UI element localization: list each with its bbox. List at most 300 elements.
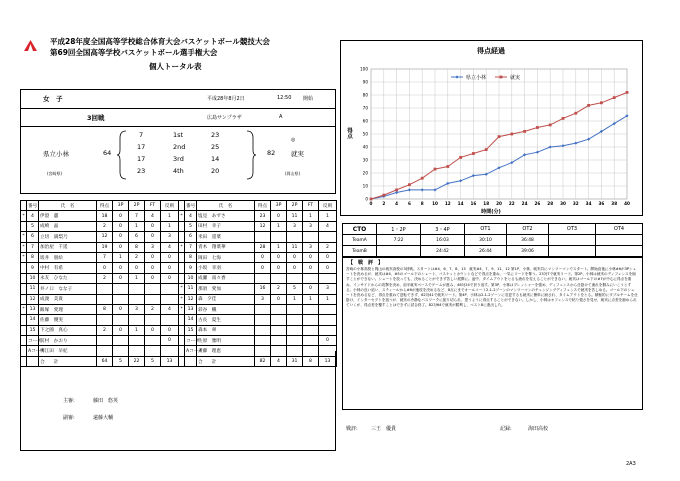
review-writer-name: 三王 優貴 <box>371 426 397 432</box>
legend-marker <box>455 75 458 78</box>
cell-mark: * <box>179 284 185 294</box>
cell-pts: 7 <box>97 252 113 262</box>
cell-name: 合 計 <box>39 356 97 366</box>
cto-cell <box>549 235 596 246</box>
tournament-logo-icon <box>24 40 37 51</box>
x-tick-label: 22 <box>508 201 515 206</box>
review-label: 【 戦 評 】 <box>348 260 384 266</box>
cell-ft: 3 <box>303 242 319 252</box>
cell-no: 14 <box>185 315 197 325</box>
cell-ft <box>303 304 319 314</box>
cell-p2: 11 <box>287 242 303 252</box>
cell-name: 井ノ口 なな子 <box>39 284 97 294</box>
q2-b: 25 <box>211 143 220 151</box>
x-tick-label: 36 <box>598 201 605 206</box>
review-writer-label: 戦評: <box>346 426 358 432</box>
table-row <box>21 336 179 346</box>
cell-pts <box>255 325 271 335</box>
team-b-header-4: 2P <box>287 201 303 211</box>
cell-pts: 28 <box>255 242 271 252</box>
cell-pts: 0 <box>97 263 113 273</box>
table-row <box>21 263 179 273</box>
team-a-name: 県立小林 <box>43 150 69 158</box>
q2-label: 2nd <box>173 143 186 151</box>
team-b-header-2: 得点 <box>255 201 271 211</box>
cell-name: 飯塚 愛理 <box>39 304 97 314</box>
cell-p3: 0 <box>271 294 287 304</box>
cell-pf <box>161 315 179 325</box>
cell-p3: 0 <box>271 263 287 273</box>
cell-p2: 0 <box>129 263 145 273</box>
x-tick-label: 26 <box>534 201 541 206</box>
cell-no: 5 <box>27 221 39 231</box>
cell-pts: 82 <box>255 356 271 366</box>
chart-title: 得点経過 <box>477 47 505 55</box>
data-point <box>459 156 462 159</box>
data-point <box>382 194 385 197</box>
cell-p2: 1 <box>129 325 145 335</box>
cell-no: 7 <box>185 242 197 252</box>
cell-pts <box>97 284 113 294</box>
cto-cell: TeamB <box>343 246 377 257</box>
cell-name: 成瀬 南々香 <box>197 273 255 283</box>
cell-pts: 8 <box>97 304 113 314</box>
cell-no: 13 <box>185 304 197 314</box>
table-row <box>179 242 337 252</box>
cell-pts <box>255 273 271 283</box>
cell-p2 <box>287 315 303 325</box>
cell-p3 <box>113 294 129 304</box>
cell-pts: 2 <box>97 325 113 335</box>
cell-ft <box>145 336 161 346</box>
table-row <box>179 232 337 242</box>
cell-pts <box>255 304 271 314</box>
cell-pts <box>97 294 113 304</box>
data-point <box>510 133 513 136</box>
data-point <box>446 165 449 168</box>
table-row <box>21 242 179 252</box>
cell-no: 14 <box>27 315 39 325</box>
x-tick-label: 6 <box>407 201 411 206</box>
team-b-header-row <box>179 201 337 211</box>
team-a-header-2: 得点 <box>97 201 113 211</box>
cto-cell: TeamA <box>343 235 377 246</box>
cell-p2: 1 <box>287 294 303 304</box>
cell-ft: 0 <box>303 284 319 294</box>
cell-pts: 0 <box>255 252 271 262</box>
table-row <box>21 211 179 221</box>
q1-a: 7 <box>139 131 144 139</box>
cell-name: 田村 幸子 <box>197 221 255 231</box>
x-tick-label: 0 <box>369 201 373 206</box>
cell-p2: 0 <box>287 263 303 273</box>
cell-ft: 5 <box>145 356 161 366</box>
cell-pts <box>97 315 113 325</box>
table-row <box>179 336 337 346</box>
cell-p3: 0 <box>113 263 129 273</box>
y-tick-label: 40 <box>362 144 368 150</box>
q3-a: 17 <box>137 155 146 163</box>
cell-mark: * <box>179 242 185 252</box>
cell-name: 彩谷 楓 <box>197 304 255 314</box>
cell-p2: 7 <box>129 211 145 221</box>
x-tick-label: 12 <box>444 201 451 206</box>
cell-pts: 12 <box>255 221 271 231</box>
cell-no: Aコーチ <box>27 346 39 356</box>
cell-p2: 31 <box>287 356 303 366</box>
cell-no: 6 <box>185 232 197 242</box>
table-row <box>21 252 179 262</box>
cell-pf: 0 <box>161 273 179 283</box>
cell-p2 <box>287 232 303 242</box>
table-row <box>179 315 337 325</box>
cell-ft: 0 <box>145 263 161 273</box>
cell-mark: * <box>21 232 27 242</box>
table-row <box>179 252 337 262</box>
cell-pf: 1 <box>161 211 179 221</box>
cell-p2 <box>287 325 303 335</box>
data-point <box>395 189 398 192</box>
start-label: 開始 <box>303 96 314 102</box>
cell-p3: 1 <box>271 221 287 231</box>
cell-no: 13 <box>27 304 39 314</box>
table-row <box>21 325 179 335</box>
chief-label: 主審: <box>63 398 75 404</box>
category-label: 女 子 <box>43 95 63 103</box>
umpire-label: 副審: <box>63 415 75 421</box>
cell-p3: 0 <box>113 304 129 314</box>
brace-right <box>245 130 257 180</box>
table-row <box>21 315 179 325</box>
cell-name: 下之薗 真心 <box>39 325 97 335</box>
cell-name: 那須 愛加 <box>197 284 255 294</box>
cell-p3: 0 <box>271 252 287 262</box>
x-tick-label: 34 <box>585 201 592 206</box>
cell-name: 加治屋 千遥 <box>39 242 97 252</box>
data-point <box>549 124 552 127</box>
team-a-header-1: 氏 名 <box>39 201 97 211</box>
review-border <box>342 257 643 410</box>
legend-marker <box>500 76 503 79</box>
x-tick-label: 28 <box>547 201 554 206</box>
cell-no: コーチ <box>185 336 197 346</box>
cell-ft: 0 <box>145 252 161 262</box>
game-date: 平成28年8月2日 <box>207 96 245 102</box>
legend-label-0: 県立小林 <box>466 74 487 81</box>
data-point <box>472 174 475 177</box>
chart-xlabel: 時間(分) <box>481 209 501 215</box>
cell-ft <box>303 232 319 242</box>
q3-label: 3rd <box>173 155 184 163</box>
cell-mark: * <box>21 211 27 221</box>
cell-p3: 0 <box>113 232 129 242</box>
data-point <box>613 96 616 99</box>
x-tick-label: 16 <box>470 201 477 206</box>
cell-pf: 0 <box>319 336 337 346</box>
cell-no: 10 <box>27 273 39 283</box>
cell-p2 <box>287 336 303 346</box>
cell-no: 5 <box>185 221 197 231</box>
cto-cell <box>596 246 643 257</box>
cell-ft: 1 <box>303 211 319 221</box>
y-tick-label: 50 <box>362 131 368 137</box>
winner-mark: ◎ <box>291 137 296 143</box>
cell-ft: 2 <box>145 304 161 314</box>
cell-ft: 3 <box>145 242 161 252</box>
cell-pf: 1 <box>319 211 337 221</box>
cell-no: 8 <box>27 252 39 262</box>
cell-p3 <box>271 273 287 283</box>
y-tick-label: 90 <box>362 79 368 85</box>
cell-pf: 0 <box>319 263 337 273</box>
cell-no: 4 <box>27 211 39 221</box>
data-point <box>523 130 526 133</box>
cell-p2 <box>129 315 145 325</box>
team-a-header-row <box>21 201 179 211</box>
cell-p3: 4 <box>271 356 287 366</box>
cell-pts: 12 <box>97 232 113 242</box>
q4-a: 23 <box>137 167 146 175</box>
table-row <box>21 284 179 294</box>
cto-cell: 36:48 <box>507 235 549 246</box>
data-point <box>536 126 539 129</box>
q4-label: 4th <box>173 167 184 175</box>
q4-b: 20 <box>211 167 220 175</box>
cell-name: 岡田 七海 <box>197 252 255 262</box>
chart-ylabel: 得点 <box>346 127 352 139</box>
cell-no: 10 <box>185 273 197 283</box>
cell-ft <box>145 294 161 304</box>
cell-pf: 4 <box>161 304 179 314</box>
cell-no: 9 <box>185 263 197 273</box>
cell-pf: 3 <box>319 284 337 294</box>
data-point <box>408 188 411 191</box>
cell-pts: 23 <box>255 211 271 221</box>
cell-name: 成崎 晶 <box>39 221 97 231</box>
cell-pf: 4 <box>319 221 337 231</box>
data-point <box>485 148 488 151</box>
table-row <box>179 304 337 314</box>
cto-header-1: 1・2P <box>377 224 421 235</box>
cto-header-6: OT4 <box>596 224 643 235</box>
cto-row <box>343 235 643 246</box>
team-b-header-3: 3P <box>271 201 287 211</box>
record-name: 海田高校 <box>528 426 549 432</box>
cto-cell <box>549 246 596 257</box>
cell-name: 梅江田 早紀 <box>39 346 97 356</box>
y-tick-label: 100 <box>360 66 368 72</box>
data-point <box>600 101 603 104</box>
cell-pf: 2 <box>319 242 337 252</box>
cell-p3: 0 <box>113 211 129 221</box>
cell-pf <box>319 273 337 283</box>
cell-ft: 0 <box>303 263 319 273</box>
data-point <box>536 151 539 154</box>
cell-no: 15 <box>185 325 197 335</box>
cell-name: 中村 有希 <box>39 263 97 273</box>
cell-pf: 1 <box>161 221 179 231</box>
q1-label: 1st <box>173 131 184 139</box>
cell-ft <box>303 325 319 335</box>
cell-p2: 1 <box>129 273 145 283</box>
cell-p3: 1 <box>271 242 287 252</box>
cto-cell: 26:44 <box>465 246 507 257</box>
table-row <box>179 273 337 283</box>
x-tick-label: 2 <box>382 201 386 206</box>
cell-pf: 0 <box>319 252 337 262</box>
cell-p3: 0 <box>113 273 129 283</box>
cell-p2 <box>129 284 145 294</box>
cell-pf <box>161 284 179 294</box>
table-row <box>21 304 179 314</box>
chart-panel <box>340 40 643 216</box>
team-b-header-5: FT <box>303 201 319 211</box>
cell-ft: 0 <box>145 221 161 231</box>
cell-no: Aコーチ <box>185 346 197 356</box>
data-point <box>370 198 373 201</box>
table-row <box>179 211 337 221</box>
x-tick-label: 40 <box>624 201 630 206</box>
cell-name: 小坂 幸羽 <box>197 263 255 273</box>
cell-p2 <box>287 304 303 314</box>
cell-pts: 2 <box>97 273 113 283</box>
q1-b: 23 <box>211 131 220 139</box>
cell-p3: 0 <box>113 242 129 252</box>
cell-ft: 0 <box>145 273 161 283</box>
x-tick-label: 10 <box>432 201 438 206</box>
cell-mark: * <box>21 304 27 314</box>
cell-ft <box>145 284 161 294</box>
cell-name: 佐藤 優実 <box>39 315 97 325</box>
x-tick-label: 24 <box>521 201 528 206</box>
x-tick-label: 30 <box>560 201 566 206</box>
x-tick-label: 38 <box>611 201 618 206</box>
cell-ft: 0 <box>145 325 161 335</box>
x-tick-label: 18 <box>483 201 490 206</box>
cell-p2: 8 <box>129 242 145 252</box>
cell-name: 永友 ひなた <box>39 273 97 283</box>
cto-cell: 7:22 <box>377 235 421 246</box>
cell-p2: 5 <box>287 284 303 294</box>
team-b-header-6: 反則 <box>319 201 337 211</box>
y-tick-label: 60 <box>362 118 368 124</box>
cell-pts <box>255 232 271 242</box>
table-row <box>179 263 337 273</box>
cell-p3: 5 <box>113 356 129 366</box>
game-time: 12:50 <box>277 95 292 101</box>
cell-no: 12 <box>185 294 197 304</box>
cell-pts: 18 <box>97 211 113 221</box>
score-progress-chart <box>341 41 642 215</box>
cto-header-2: 3・4P <box>421 224 465 235</box>
venue: 広島サンプラザ <box>207 115 242 121</box>
cell-p2 <box>129 294 145 304</box>
table-row <box>21 232 179 242</box>
data-point <box>472 152 475 155</box>
cell-pf: 0 <box>161 325 179 335</box>
brace-left <box>116 130 128 180</box>
cell-pts: 19 <box>97 242 113 252</box>
cto-header-4: OT2 <box>507 224 549 235</box>
officials-panel <box>20 351 336 451</box>
table-row <box>179 221 337 231</box>
cell-p2: 1 <box>129 221 145 231</box>
cell-pf <box>319 304 337 314</box>
cto-header-3: OT1 <box>465 224 507 235</box>
scoreboard-panel <box>20 89 336 194</box>
cell-no: 7 <box>27 242 39 252</box>
cell-no: コーチ <box>27 336 39 346</box>
cell-ft <box>145 315 161 325</box>
cell-name: 斎藤 理恵 <box>197 346 255 356</box>
cell-p3 <box>271 232 287 242</box>
cell-p3: 0 <box>271 211 287 221</box>
record-label: 記録: <box>500 426 512 432</box>
cto-header-0: CTO <box>343 224 377 235</box>
y-tick-label: 0 <box>365 196 368 202</box>
cell-p3 <box>113 284 129 294</box>
y-tick-label: 70 <box>362 105 368 111</box>
cell-p3: 1 <box>113 252 129 262</box>
team-a-header-5: FT <box>145 201 161 211</box>
data-point <box>395 191 398 194</box>
cell-pf <box>319 232 337 242</box>
cell-p2 <box>129 336 145 346</box>
data-point <box>434 168 437 171</box>
cell-p2: 11 <box>287 211 303 221</box>
cell-ft: 0 <box>303 252 319 262</box>
cto-row <box>343 246 643 257</box>
round-label: 3回戦 <box>87 114 105 122</box>
cell-pts <box>255 315 271 325</box>
chief-name: 藤田 悠英 <box>93 398 119 404</box>
x-tick-label: 20 <box>496 201 502 206</box>
cell-pf: 0 <box>161 263 179 273</box>
team-b-name: 就実 <box>291 150 304 158</box>
cell-pf: 0 <box>161 336 179 346</box>
cell-ft: 0 <box>145 232 161 242</box>
review-text: 宮崎の小林高校と岡山の就実高校の3回戦。スタートは#4、6、7、8、13 就実#4、7、9、11、12 第1P、小林、就実共にマンツーマンでスタート。開始直後に小林#6が3Pシュートを決めるが、就実は#4、#5のゴール下のシュート、バスケットカウントなどで得点を重ね、一気にリードを奪う。23対7で就実リード。第2P、小林は就実のディフェンスを崩すことができない。シュートを放っても、決めることができず苦しい展開に。途中、タイムアウトをとるも流れを変えることができない。就実はゴール下の#7が中心に得点を重ね、インサイドからの攻撃を決め、前半就実ペースでゲームが進み、48対24で折り返す。第3P、小林はプレッシャーを強め、ディフェンスから仕掛けて流れを掴みにいこうとする。小林の良い追い、スティールから#6が速攻を決めるなど、8点にまでオールコート2-1-2ゾーンのマンツーマンのチェンジングディフェンスで就実を苦しめる。ゴール下のシュートを決めるなど、得点を重ねて逆転できず、62対41で就実リード。第4P、小林は2-1-2ゾーンに変更するも就実に簡単に崩され、タイムアウトをとる。積極的にダブルチームを仕掛け、インターセプトを狙うが、就実の冷静なパスワークに振り切られ、思うように得点することができない。しかし、小林はオフェンスで粘り強さを見せ、就実に点差を縮められていくが、得点差を覆すことはできずに試合終了。82対64で就実が勝利し、ベスト8に進出した。 <box>346 267 638 308</box>
cell-p2: 0 <box>287 252 303 262</box>
cell-name: 前村 かおり <box>39 336 97 346</box>
cell-pf: 4 <box>161 242 179 252</box>
y-tick-label: 10 <box>362 183 368 189</box>
cto-cell: 16:03 <box>421 235 465 246</box>
data-point <box>421 188 424 191</box>
cell-mark: * <box>21 242 27 252</box>
x-tick-label: 4 <box>395 201 399 206</box>
team-a-header-3: 3P <box>113 201 129 211</box>
cell-name: 立切 満梨乃 <box>39 232 97 242</box>
cell-pts: 0 <box>255 263 271 273</box>
cell-ft: 3 <box>303 221 319 231</box>
cell-pts: 16 <box>255 284 271 294</box>
team-b-pref: (岡山県) <box>285 171 301 176</box>
cell-p3 <box>271 304 287 314</box>
cell-name: 伊澄 蕙 <box>39 211 97 221</box>
cto-cell: 39:06 <box>507 246 549 257</box>
cell-name: 森 夕佳 <box>197 294 255 304</box>
cell-name: 森本 翠 <box>197 325 255 335</box>
table-row <box>21 273 179 283</box>
x-tick-label: 14 <box>457 201 464 206</box>
court: A <box>279 114 283 120</box>
cell-ft <box>303 336 319 346</box>
cell-p2 <box>287 273 303 283</box>
cell-name: 佐原 雅明 <box>197 336 255 346</box>
cto-header-5: OT3 <box>549 224 596 235</box>
header-line-3: 個人トータル表 <box>149 62 202 71</box>
